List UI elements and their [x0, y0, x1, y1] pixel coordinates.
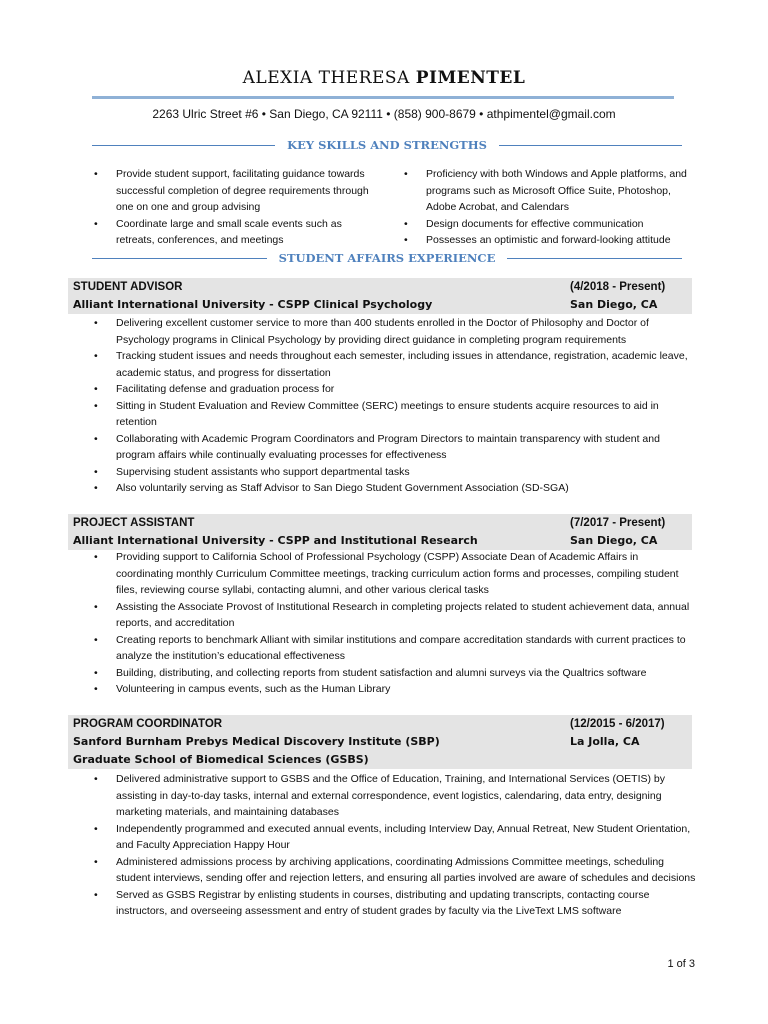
duty-item: • Volunteering in campus events, such as the Human Library	[92, 681, 696, 698]
job-duties-student-advisor	[92, 315, 696, 497]
job-org-row	[68, 733, 692, 751]
heading-rule-left	[92, 258, 267, 259]
skill-item: • Provide student support, facilitating guidance towards successful completion of degree requirements through one on one and group advising	[92, 166, 376, 216]
job-title-row	[68, 278, 692, 296]
contact-line: 2263 Ulric Street #6 • San Diego, CA 92111 • (858) 900-8679 • athpimentel@gmail.com	[152, 107, 616, 121]
skills-columns	[92, 166, 692, 249]
page-number: 1 of 3	[667, 958, 695, 970]
skills-heading	[92, 137, 682, 153]
job-header-student-advisor	[68, 278, 692, 314]
job-location: San Diego, CA	[570, 298, 658, 311]
job-title-row	[68, 715, 692, 733]
job-header-program-coordinator	[68, 715, 692, 769]
duty-item: • Supervising student assistants who support departmental tasks	[92, 464, 696, 481]
job-duties-program-coordinator	[92, 771, 696, 920]
skill-item: • Proficiency with both Windows and Apple platforms, and programs such as Microsoft Office Suite, Photoshop, Adobe Acrobat, and Calendars	[402, 166, 688, 216]
duty-item: • Collaborating with Academic Program Coordinators and Program Directors to maintain transparency with student and program affairs while continually evaluating processes for effectiveness	[92, 431, 696, 464]
experience-heading	[92, 250, 682, 266]
duty-item: • Administered admissions process by archiving applications, coordinating Admissions Committee meetings, scheduling student interviews, sending offer and rejection letters, and ensuring all parties involved are aware of schedules and decisions	[92, 854, 696, 887]
duty-item: • Facilitating defense and graduation process for	[92, 381, 696, 398]
job-org-row	[68, 532, 692, 550]
duty-item: • Sitting in Student Evaluation and Review Committee (SERC) meetings to ensure students acquire resources to aid in retention	[92, 398, 696, 431]
heading-rule-right	[499, 145, 682, 146]
heading-rule-left	[92, 145, 275, 146]
job-organization: Alliant International University - CSPP Clinical Psychology	[73, 298, 433, 311]
experience-title: STUDENT AFFAIRS EXPERIENCE	[278, 251, 496, 265]
duty-item: • Also voluntarily serving as Staff Advisor to San Diego Student Government Association (SD-SGA)	[92, 480, 696, 497]
job-dates: (4/2018 - Present)	[570, 281, 666, 293]
job-role: PROGRAM COORDINATOR	[73, 718, 223, 730]
duty-item: • Served as GSBS Registrar by enlisting students in courses, distributing and updating transcripts, contacting course instructors, and overseeing assessment and entry of student grades by faculty via the LiveText LMS software	[92, 887, 696, 920]
duty-item: • Independently programmed and executed annual events, including Interview Day, Annual Retreat, New Student Orientation, and Faculty Appreciation Happy Hour	[92, 821, 696, 854]
applicant-name	[0, 68, 768, 88]
job-role: PROJECT ASSISTANT	[73, 517, 195, 529]
duty-item: • Creating reports to benchmark Alliant with similar institutions and compare accreditation standards with current practices to analyze the institution’s educational effectiveness	[92, 632, 696, 665]
job-duties-project-assistant	[92, 549, 696, 698]
job-title-row	[68, 514, 692, 532]
job-org-row	[68, 296, 692, 314]
job-organization-school: Graduate School of Biomedical Sciences (GSBS)	[73, 753, 369, 766]
skills-right-column	[402, 166, 692, 249]
name-last: PIMENTEL	[415, 68, 526, 88]
skills-title: KEY SKILLS AND STRENGTHS	[287, 138, 487, 152]
job-organization: Sanford Burnham Prebys Medical Discovery Institute (SBP)	[73, 735, 440, 748]
skills-left-column	[92, 166, 402, 249]
duty-item: • Providing support to California School of Professional Psychology (CSPP) Associate Dean of Academic Affairs in coordinating monthly Curriculum Committee meetings, tracking curriculum action forms and processes, compiling student files, reviewing course syllabi, contacting alumni, and other various clerical tasks	[92, 549, 696, 599]
name-divider	[92, 96, 674, 99]
job-dates: (12/2015 - 6/2017)	[570, 718, 665, 730]
job-organization: Alliant International University - CSPP and Institutional Research	[73, 534, 478, 547]
heading-rule-right	[507, 258, 682, 259]
duty-item: • Assisting the Associate Provost of Institutional Research in completing projects related to student achievement data, annual reports, and accreditation	[92, 599, 696, 632]
skill-item: • Possesses an optimistic and forward-looking attitude	[402, 232, 692, 249]
job-header-project-assistant	[68, 514, 692, 550]
duty-item: • Delivering excellent customer service to more than 400 students enrolled in the Doctor of Philosophy and Doctor of Psychology programs in Clinical Psychology by providing direct guidance in completing program requirements	[92, 315, 696, 348]
job-location: La Jolla, CA	[570, 735, 640, 748]
job-dates: (7/2017 - Present)	[570, 517, 666, 529]
job-location: San Diego, CA	[570, 534, 658, 547]
job-role: STUDENT ADVISOR	[73, 281, 183, 293]
name-first: ALEXIA THERESA	[242, 68, 410, 88]
skill-item: • Design documents for effective communication	[402, 216, 692, 233]
duty-item: • Tracking student issues and needs throughout each semester, including issues in attendance, registration, academic leave, academic status, and progress for dissertation	[92, 348, 696, 381]
skill-item: • Coordinate large and small scale events such as retreats, conferences, and meetings	[92, 216, 376, 249]
job-org-row-2	[68, 751, 692, 769]
duty-item: • Building, distributing, and collecting reports from student satisfaction and alumni surveys via the Qualtrics software	[92, 665, 696, 682]
duty-item: • Delivered administrative support to GSBS and the Office of Education, Training, and International Services (OETIS) by assisting in day-to-day tasks, internal and external correspondence, event logistics, calendaring, data entry, designing marketing materials, and maintaining databases	[92, 771, 696, 821]
